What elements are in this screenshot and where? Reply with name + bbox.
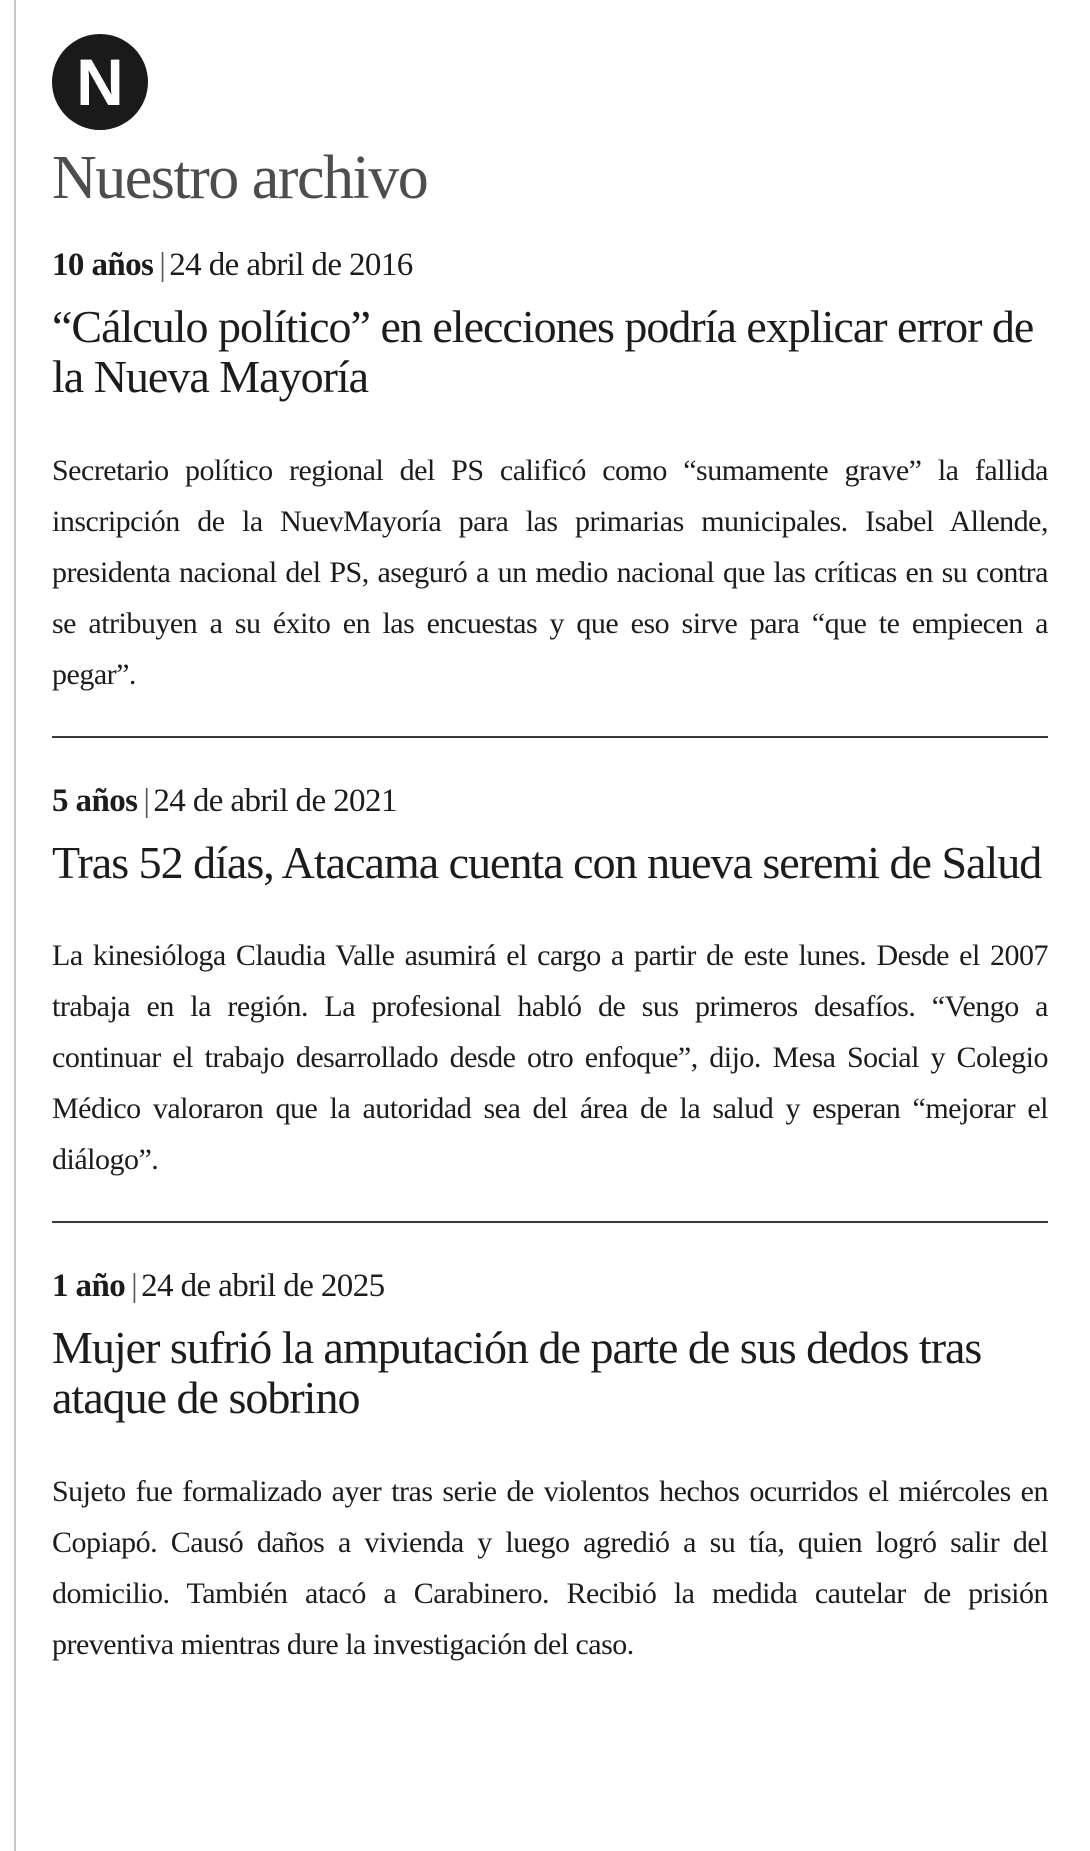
entry-body: La kinesióloga Claudia Valle asumirá el cargo a partir de este lunes. Desde el 2007 trabaja en la región. La profesional habló de sus primeros desafíos. “Vengo a continuar el trabajo desarrollado desde otro enfoque”, dijo. Mesa Social y Colegio Médico valoraron que la autoridad sea del área de la salud y esperan “mejorar el diálogo”. xyxy=(52,939,1048,1177)
entry-date: 24 de abril de 2025 xyxy=(141,1268,385,1305)
entry-meta xyxy=(52,1267,1048,1307)
entry-years: 10 años xyxy=(52,247,154,284)
entry-meta xyxy=(52,782,1048,822)
entry-body: Sujeto fue formalizado ayer tras serie de violentos hechos ocurridos el miércoles en Copiapó. Causó daños a vivienda y luego agredió a su tía, quien logró salir del domicilio. También atacó a Carabinero. Recibió la medida cautelar de prisión preventiva mientras dure la investigación del caso. xyxy=(52,1474,1048,1661)
entry-separator: | xyxy=(159,247,166,284)
section-title: Nuestro archivo xyxy=(52,144,428,212)
entry-headline: Tras 52 días, Atacama cuenta con nueva seremi de Salud xyxy=(52,836,1042,888)
entry-years: 1 año xyxy=(52,1268,126,1305)
archive-column xyxy=(52,34,1048,1670)
entry-date: 24 de abril de 2016 xyxy=(169,247,413,284)
entry-meta xyxy=(52,246,1048,286)
entry-headline: Mujer sufrió la amputación de parte de sus dedos tras ataque de sobrino xyxy=(52,1321,982,1424)
archive-entry-5-years xyxy=(52,782,1048,1185)
entry-body: Secretario político regional del PS calificó como “sumamente grave” la fallida inscripción de la NuevMayoría para las primarias municipales. Isabel Allende, presidenta nacional del PS, aseguró a un medio nacional que las críticas en su contra se atribuyen a su éxito en las encuestas y que eso sirve para “que te empiecen a pegar”. xyxy=(52,453,1048,691)
archive-entry-10-years xyxy=(52,246,1048,700)
archive-entry-1-year xyxy=(52,1267,1048,1670)
entry-separator: | xyxy=(131,1268,138,1305)
entry-date: 24 de abril de 2021 xyxy=(153,782,397,819)
entry-headline: “Cálculo político” en elecciones podría explicar error de la Nueva Mayoría xyxy=(52,300,1034,403)
newspaper-logo xyxy=(52,34,148,130)
entry-separator: | xyxy=(143,782,150,819)
logo-letter: N xyxy=(76,45,124,119)
page-edge-line xyxy=(14,0,16,1851)
entry-divider xyxy=(52,1221,1048,1223)
entry-divider xyxy=(52,736,1048,738)
entry-years: 5 años xyxy=(52,782,138,819)
